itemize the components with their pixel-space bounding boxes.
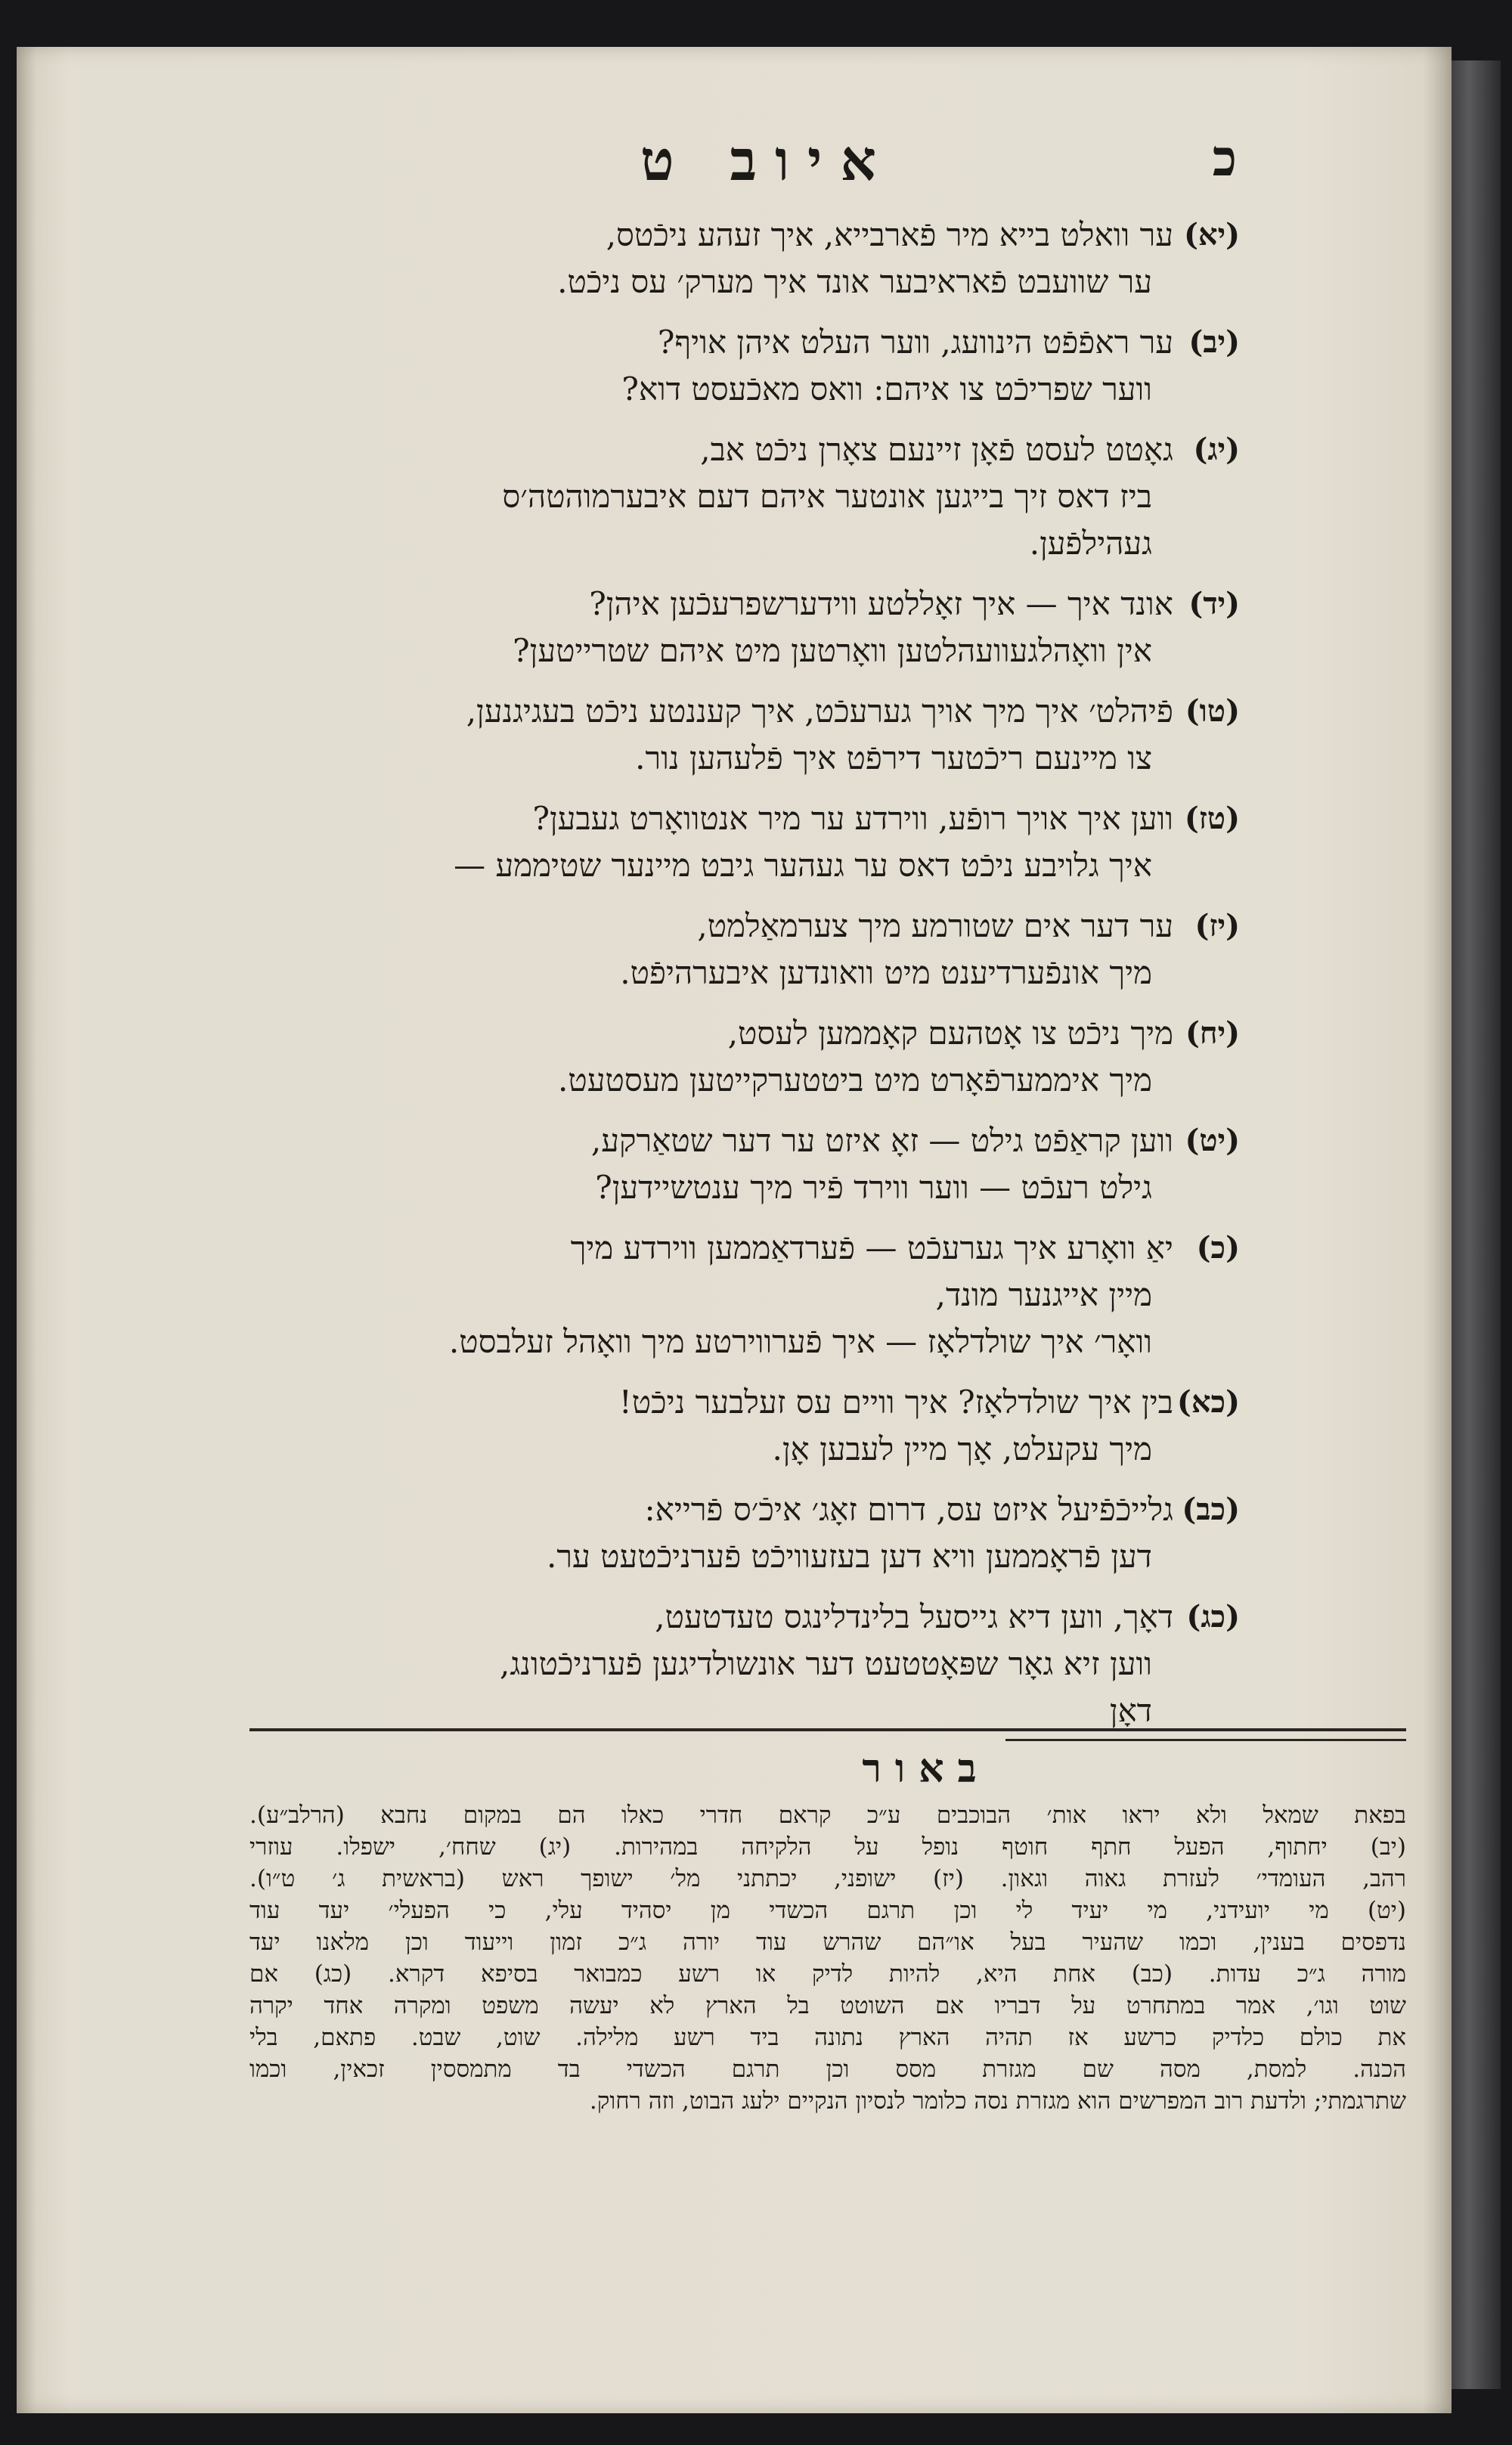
- verse: [249, 581, 1240, 674]
- verse-lines: [249, 1225, 1173, 1365]
- verse-line: דאָן: [1109, 1692, 1152, 1729]
- verse: [249, 688, 1240, 782]
- verse-line: אונד איך — איך זאָללטע ווידערשפרעכֿען איהן?: [589, 585, 1173, 622]
- verse-line: פֿיהלט׳ איך מיך אויך גערעכֿט, איך קעננטע ניכֿט בעגיגנען,: [466, 693, 1173, 730]
- verse-list: [249, 212, 1240, 1734]
- verse-line: דאָך, ווען דיא גייסעל בלינדלינגס טעדטעט,: [655, 1598, 1173, 1635]
- verse-line: בין איך שולדלאָז? איך וויים עס זעלבער ניכֿט!: [618, 1384, 1173, 1421]
- commentary-line: הכנה. למסת, מסה שם מגזרת מסס וכן תרגם הכשדי בד מתמססין זכאין, וכמו: [249, 2056, 1406, 2083]
- verse-line: וואָר׳ איך שולדלאָז — איך פֿערווירטע מיך וואָהל זעלבסט.: [448, 1323, 1152, 1360]
- verse-line: דען פֿראָממען וויא דען בעזעוויכֿט פֿערניכֿטעט ער.: [546, 1538, 1152, 1575]
- verse-lines: [249, 1379, 1173, 1473]
- commentary-line: את כולם כלדיק כרשע אז תהיה הארץ נתונה ביד רשע מלילה. שוט, שבט. פתאם, בלי: [249, 2024, 1406, 2051]
- book-spine: [1448, 60, 1501, 2389]
- verse: [249, 1486, 1240, 1580]
- verse-number: (טז): [1184, 801, 1240, 836]
- verse-lines: [249, 1117, 1173, 1211]
- verse-number: (יד): [1188, 586, 1240, 621]
- commentary-line: מורה ג״כ עדות. (כב) אחת היא, להיות לדיק או רשע כמבואר בסיפא דקרא. (כג) אם: [249, 1960, 1406, 1988]
- verse-number: (יח): [1185, 1015, 1240, 1051]
- verse-line: יאַ וואָרע איך גערעכֿט — פֿערדאַממען ווירדע מיך: [570, 1229, 1173, 1266]
- verse-lines: [249, 688, 1173, 782]
- verse-line: מיך עקעלט, אָך מיין לעבען אָן.: [772, 1430, 1152, 1467]
- verse-line: געהילפֿען.: [1029, 525, 1152, 562]
- divider-rule: [249, 1728, 1406, 1731]
- commentary-heading: באור: [862, 1746, 990, 1792]
- verse: [249, 795, 1240, 889]
- verse-line: גאָטט לעסט פֿאָן זיינעם צאָרן ניכֿט אב,: [700, 431, 1173, 468]
- verse-number: (כא): [1176, 1384, 1240, 1420]
- verse: [249, 1225, 1240, 1365]
- verse-number: (כ): [1196, 1230, 1240, 1266]
- verse-lines: [249, 426, 1173, 567]
- verse-line: ביז דאס זיך בייגען אונטער איהם דעם איבערמוהטה׳ס: [502, 478, 1152, 515]
- verse: [249, 426, 1240, 567]
- verse-line: גלייכֿפֿיעל איזט עס, דרום זאָג׳ איכֿ׳ס פֿרייא:: [644, 1491, 1173, 1528]
- verse-number: (יז): [1194, 908, 1240, 944]
- commentary-section: [249, 1739, 1406, 2117]
- commentary-line: רהב, העומדי׳ לעזרת גאוה וגאון. (יז) ישופני, יכתתני מל׳ ישופך ראש (בראשית ג׳ ט״ו).: [249, 1865, 1406, 1892]
- verse-line: ווען קראַפֿט גילט — זאָ איזט ער דער שטאַרקע,: [590, 1122, 1173, 1159]
- verse-number: (יג): [1193, 432, 1240, 467]
- commentary-line: (יט) מי יועידני, מי יעיד לי וכן תרגם הכשדי מן יסהיד עלי, כי הפעלי׳ יעד עוד: [249, 1897, 1406, 1924]
- verse-lines: [249, 581, 1173, 674]
- verse: [249, 1379, 1240, 1473]
- verse-line: מיך אונפֿערדיענט מיט וואונדען איבערהיפֿט.: [620, 954, 1152, 991]
- verse: [249, 319, 1240, 413]
- verse-line: ווען איך אויך רופֿע, ווירדע ער מיר אנטוואָרט געבען?: [532, 800, 1173, 837]
- commentary-line: נדפסים בענין, וכמו שהעיר בעל או״הם שהרש עוד יורה ג״כ זמון וייעוד וכן מלאנו יעד: [249, 1929, 1406, 1956]
- verse-number: (טו): [1185, 693, 1240, 729]
- verse-line: צו מיינעם ריכֿטער דירפֿט איך פֿלעהען נור.: [635, 739, 1152, 776]
- verse-line: איך גלויבע ניכֿט דאס ער געהער גיבט מיינער שטיממע —: [454, 847, 1152, 884]
- verse-line: מיך ניכֿט צו אָטהעם קאָממען לעסט,: [727, 1015, 1173, 1052]
- page-header: [249, 129, 1240, 212]
- verse-number: (יט): [1185, 1123, 1240, 1158]
- verse-line: גילט רעכֿט — ווער ווירד פֿיר מיך ענטשיידען?: [595, 1169, 1152, 1206]
- verse: [249, 212, 1240, 305]
- verse-line: מיין אייגנער מונד,: [935, 1276, 1152, 1313]
- verse-lines: [249, 212, 1173, 305]
- verse: [249, 903, 1240, 996]
- verse-line: ווער שפריכֿט צו איהם: וואס מאכֿעסט דוא?: [621, 370, 1152, 408]
- verse-number: (כב): [1182, 1492, 1240, 1527]
- verse-line: ער וואלט בייא מיר פֿארבייא, איך זעהע ניכֿטס,: [606, 216, 1173, 253]
- page-number: כ: [1212, 129, 1240, 187]
- verse-line: ער שוועבט פֿאראיבער אונד איך מערק׳ עס ניכֿט.: [557, 263, 1152, 300]
- main-text: [249, 129, 1240, 1748]
- verse: [249, 1010, 1240, 1104]
- verse-number: (יב): [1188, 324, 1240, 360]
- verse-lines: [249, 795, 1173, 889]
- verse-number: (כג): [1186, 1599, 1240, 1635]
- commentary-line: בפאת שמאל ולא יראו אות׳ הבוכבים ע״כ קראם חדרי כאלו הם במקום נחבא (הרלב״ע).: [249, 1802, 1406, 1829]
- verse-lines: [249, 903, 1173, 996]
- commentary-line: שתרגמתי; ולדעת רוב המפרשים הוא מגזרת נסה כלומר לנסיון הנקיים ילעג הבוט, וזה רחוק.: [589, 2087, 1406, 2115]
- verse-line: ווען זיא גאָר שפּאָטטעט דער אונשולדיגען פֿערניכֿטונג,: [500, 1645, 1152, 1682]
- verse-line: ער דער אים שטורמע מיך צערמאַלמט,: [697, 907, 1173, 944]
- verse-lines: [249, 1594, 1173, 1734]
- verse-lines: [249, 319, 1173, 413]
- verse: [249, 1594, 1240, 1734]
- verse: [249, 1117, 1240, 1211]
- verse-line: מיך איממערפֿאָרט מיט ביטטערקייטען מעסטעט.: [558, 1061, 1152, 1099]
- commentary-line: שוט וגו׳, אמר במתחרט על דבריו אם השוטט בל הארץ לא יעשה משפט ומקרה אחד יקרה: [249, 1992, 1406, 2019]
- page-title: איוב ט: [640, 129, 894, 194]
- verse-lines: [249, 1010, 1173, 1104]
- verse-line: אין וואָהלגעוועהלטען וואָרטען מיט איהם שטרייטען?: [513, 632, 1152, 669]
- verse-lines: [249, 1486, 1173, 1580]
- verse-line: ער ראפֿפֿט הינוועג, ווער העלט איהן אויף?: [657, 324, 1173, 361]
- commentary-line: (יב) יחתוף, הפעל חתף חוטף נופל על הלקיחה במהירות. (יג) שחח׳, ישפלו. עוזרי: [249, 1833, 1406, 1861]
- verse-number: (יא): [1183, 217, 1240, 253]
- commentary-body: [249, 1799, 1406, 2117]
